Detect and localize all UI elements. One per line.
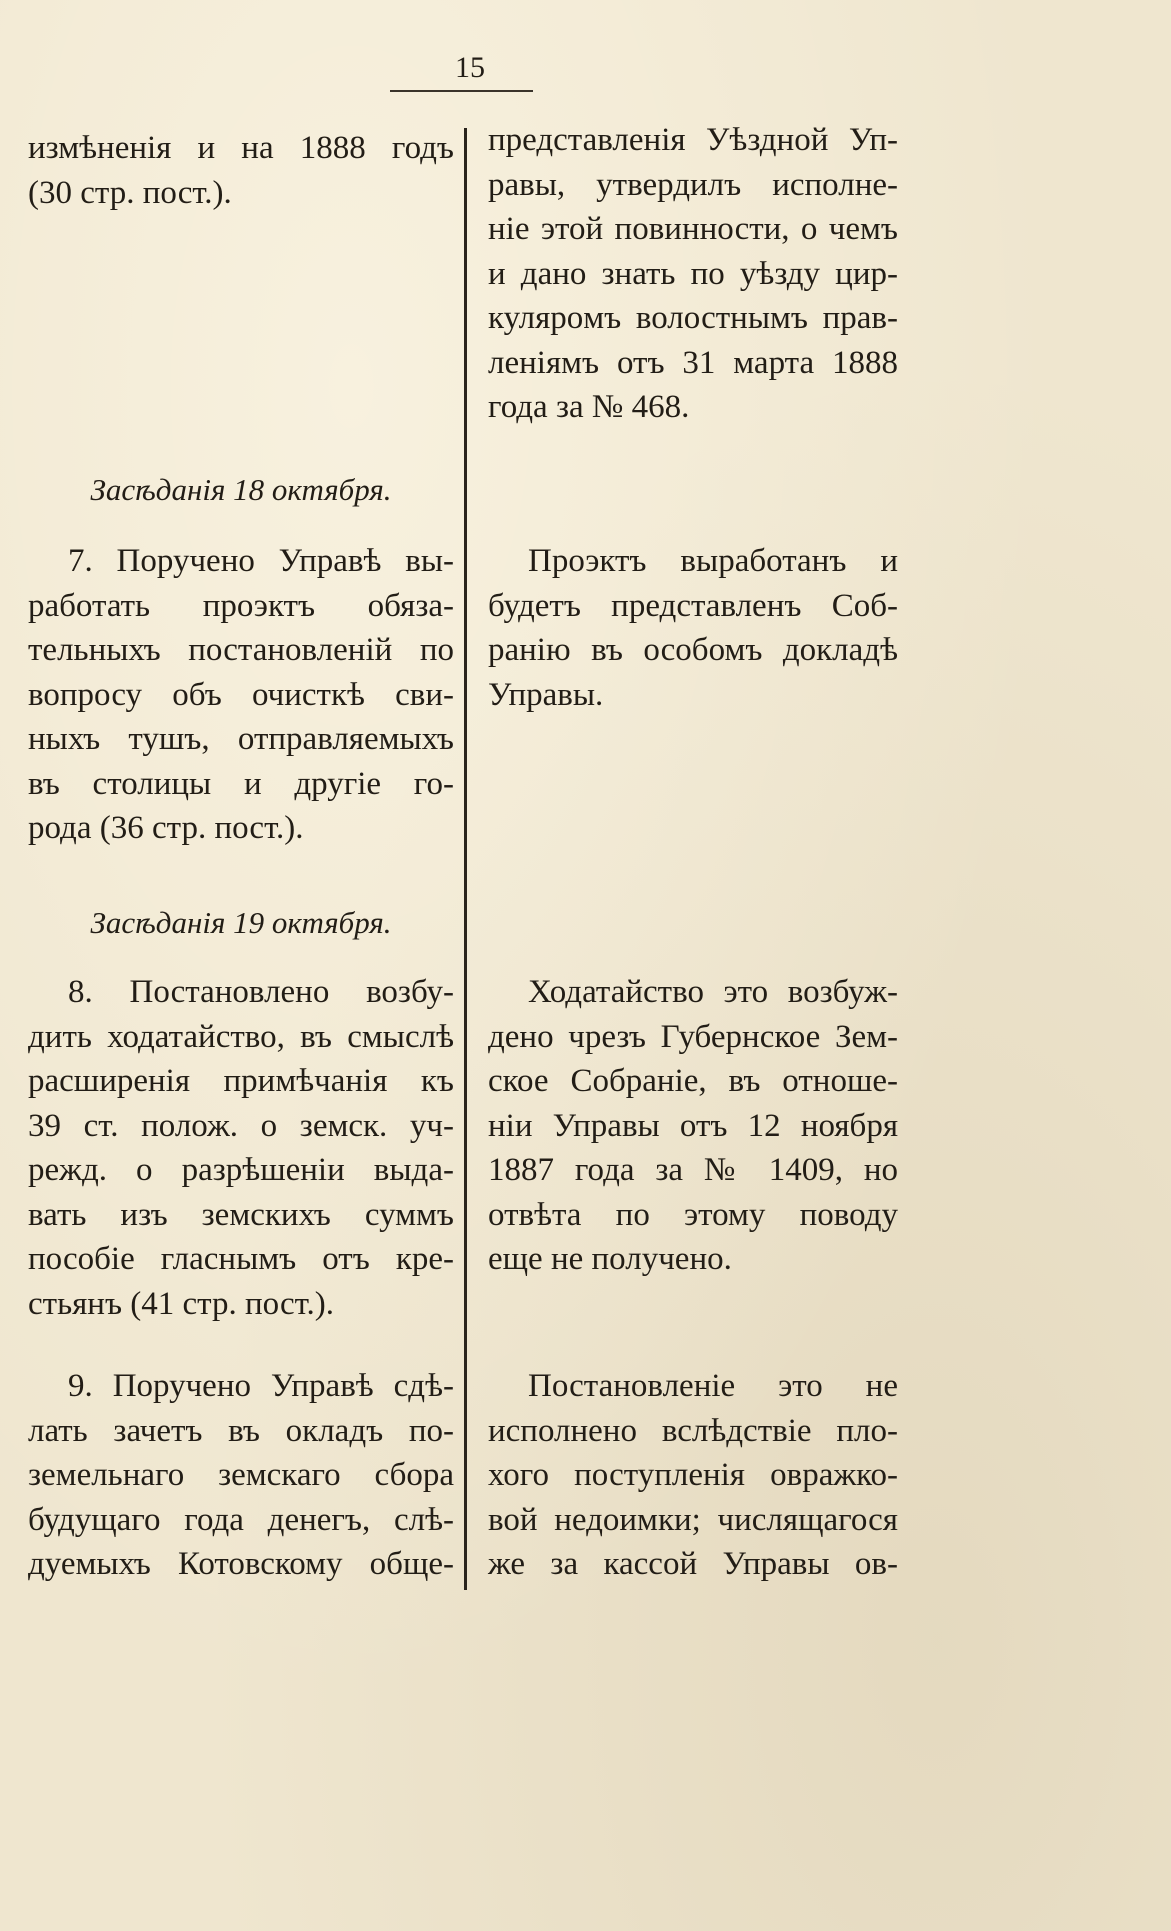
text-line: земельнаго земскаго сбора xyxy=(28,1457,454,1493)
text-line: кулярoмъ волостнымъ прав- xyxy=(488,300,898,336)
page-number: 15 xyxy=(455,51,485,84)
text-line: 8. Постановлено возбу- xyxy=(68,974,454,1010)
text-line: будетъ представленъ Соб- xyxy=(488,587,898,624)
text-line: вопросу объ очисткѣ сви- xyxy=(28,676,454,713)
text-line: тельныхъ постановленій по xyxy=(28,632,454,668)
text-line: ское Собраніе, въ отноше- xyxy=(488,1063,898,1099)
text-line: измѣненія и на 1888 годъ xyxy=(28,130,454,166)
text-line: 1887 года за № 1409, но xyxy=(488,1152,898,1188)
text-line: Постановленіе это не xyxy=(528,1368,898,1404)
response-item-9 xyxy=(488,1364,898,1587)
text-line: отвѣта по этому поводу xyxy=(488,1196,898,1233)
text-line: ніе этой повинности, о чемъ xyxy=(488,211,898,247)
text-line: въ столицы и другіе го- xyxy=(28,765,454,802)
text-line: дено чрезъ Губернское Зем- xyxy=(488,1018,898,1055)
text-line: стьянъ (41 стр. пост.). xyxy=(28,1285,335,1322)
text-line: и дано знать по уѣзду цир- xyxy=(488,255,898,292)
text-line: работать проэктъ обяза- xyxy=(28,587,454,624)
text-line: Проэктъ выработанъ и xyxy=(528,543,898,579)
text-line: 9. Поручено Управѣ сдѣ- xyxy=(68,1368,454,1404)
text-line: пособіе гласнымъ отъ кре- xyxy=(28,1241,454,1277)
column-divider xyxy=(464,128,467,1590)
text-line: ранію въ особомъ докладѣ xyxy=(488,632,898,668)
text-line: же за кассой Управы ов- xyxy=(488,1546,898,1582)
item-8-paragraph xyxy=(28,970,454,1326)
text-line: дить ходатайство, въ смыслѣ xyxy=(28,1018,454,1055)
session-heading-19-october: Засѣданія 19 октября. xyxy=(90,905,392,940)
text-line: 7. Поручено Управѣ вы- xyxy=(68,543,454,579)
text-line: вать изъ земскихъ суммъ xyxy=(28,1196,454,1233)
text-line: года за № 468. xyxy=(488,389,690,425)
text-line: (30 стр. пост.). xyxy=(28,174,232,211)
text-line: хого поступленія овражко- xyxy=(488,1457,898,1493)
response-item-8 xyxy=(488,970,898,1282)
text-line: вой недоимки; числящагося xyxy=(488,1501,898,1538)
text-line: дуемыхъ Котовскому обще- xyxy=(28,1546,454,1582)
text-line: представленія Уѣздной Уп- xyxy=(488,122,898,158)
text-line: 39 ст. полож. о земск. уч- xyxy=(28,1107,454,1144)
text-line: леніямъ отъ 31 марта 1888 xyxy=(488,344,898,381)
text-line: режд. о разрѣшеніи выда- xyxy=(28,1152,454,1188)
text-line: ніи Управы отъ 12 ноября xyxy=(488,1107,898,1144)
response-item-7 xyxy=(488,539,898,717)
right-continuation-paragraph xyxy=(488,118,898,430)
session-heading-18-october: Засѣданія 18 октября. xyxy=(90,472,392,507)
text-line: ныхъ тушъ, отправляемыхъ xyxy=(28,721,454,757)
text-line: лать зачетъ въ окладъ по- xyxy=(28,1412,454,1449)
text-line: Управы. xyxy=(488,676,604,713)
header-rule xyxy=(390,90,533,92)
text-line: расширенія примѣчанія къ xyxy=(28,1063,454,1099)
text-line: исполнено вслѣдствіе пло- xyxy=(488,1412,898,1449)
text-line: Ходатайство это возбуж- xyxy=(528,974,898,1010)
text-line: будущаго года денегъ, слѣ- xyxy=(28,1501,454,1538)
text-line: равы, утвердилъ исполне- xyxy=(488,166,898,203)
text-line: еще не получено. xyxy=(488,1241,732,1277)
left-continuation-paragraph xyxy=(28,126,454,215)
item-7-paragraph xyxy=(28,539,454,851)
text-line: рода (36 стр. пост.). xyxy=(28,810,304,846)
item-9-paragraph xyxy=(28,1364,454,1587)
